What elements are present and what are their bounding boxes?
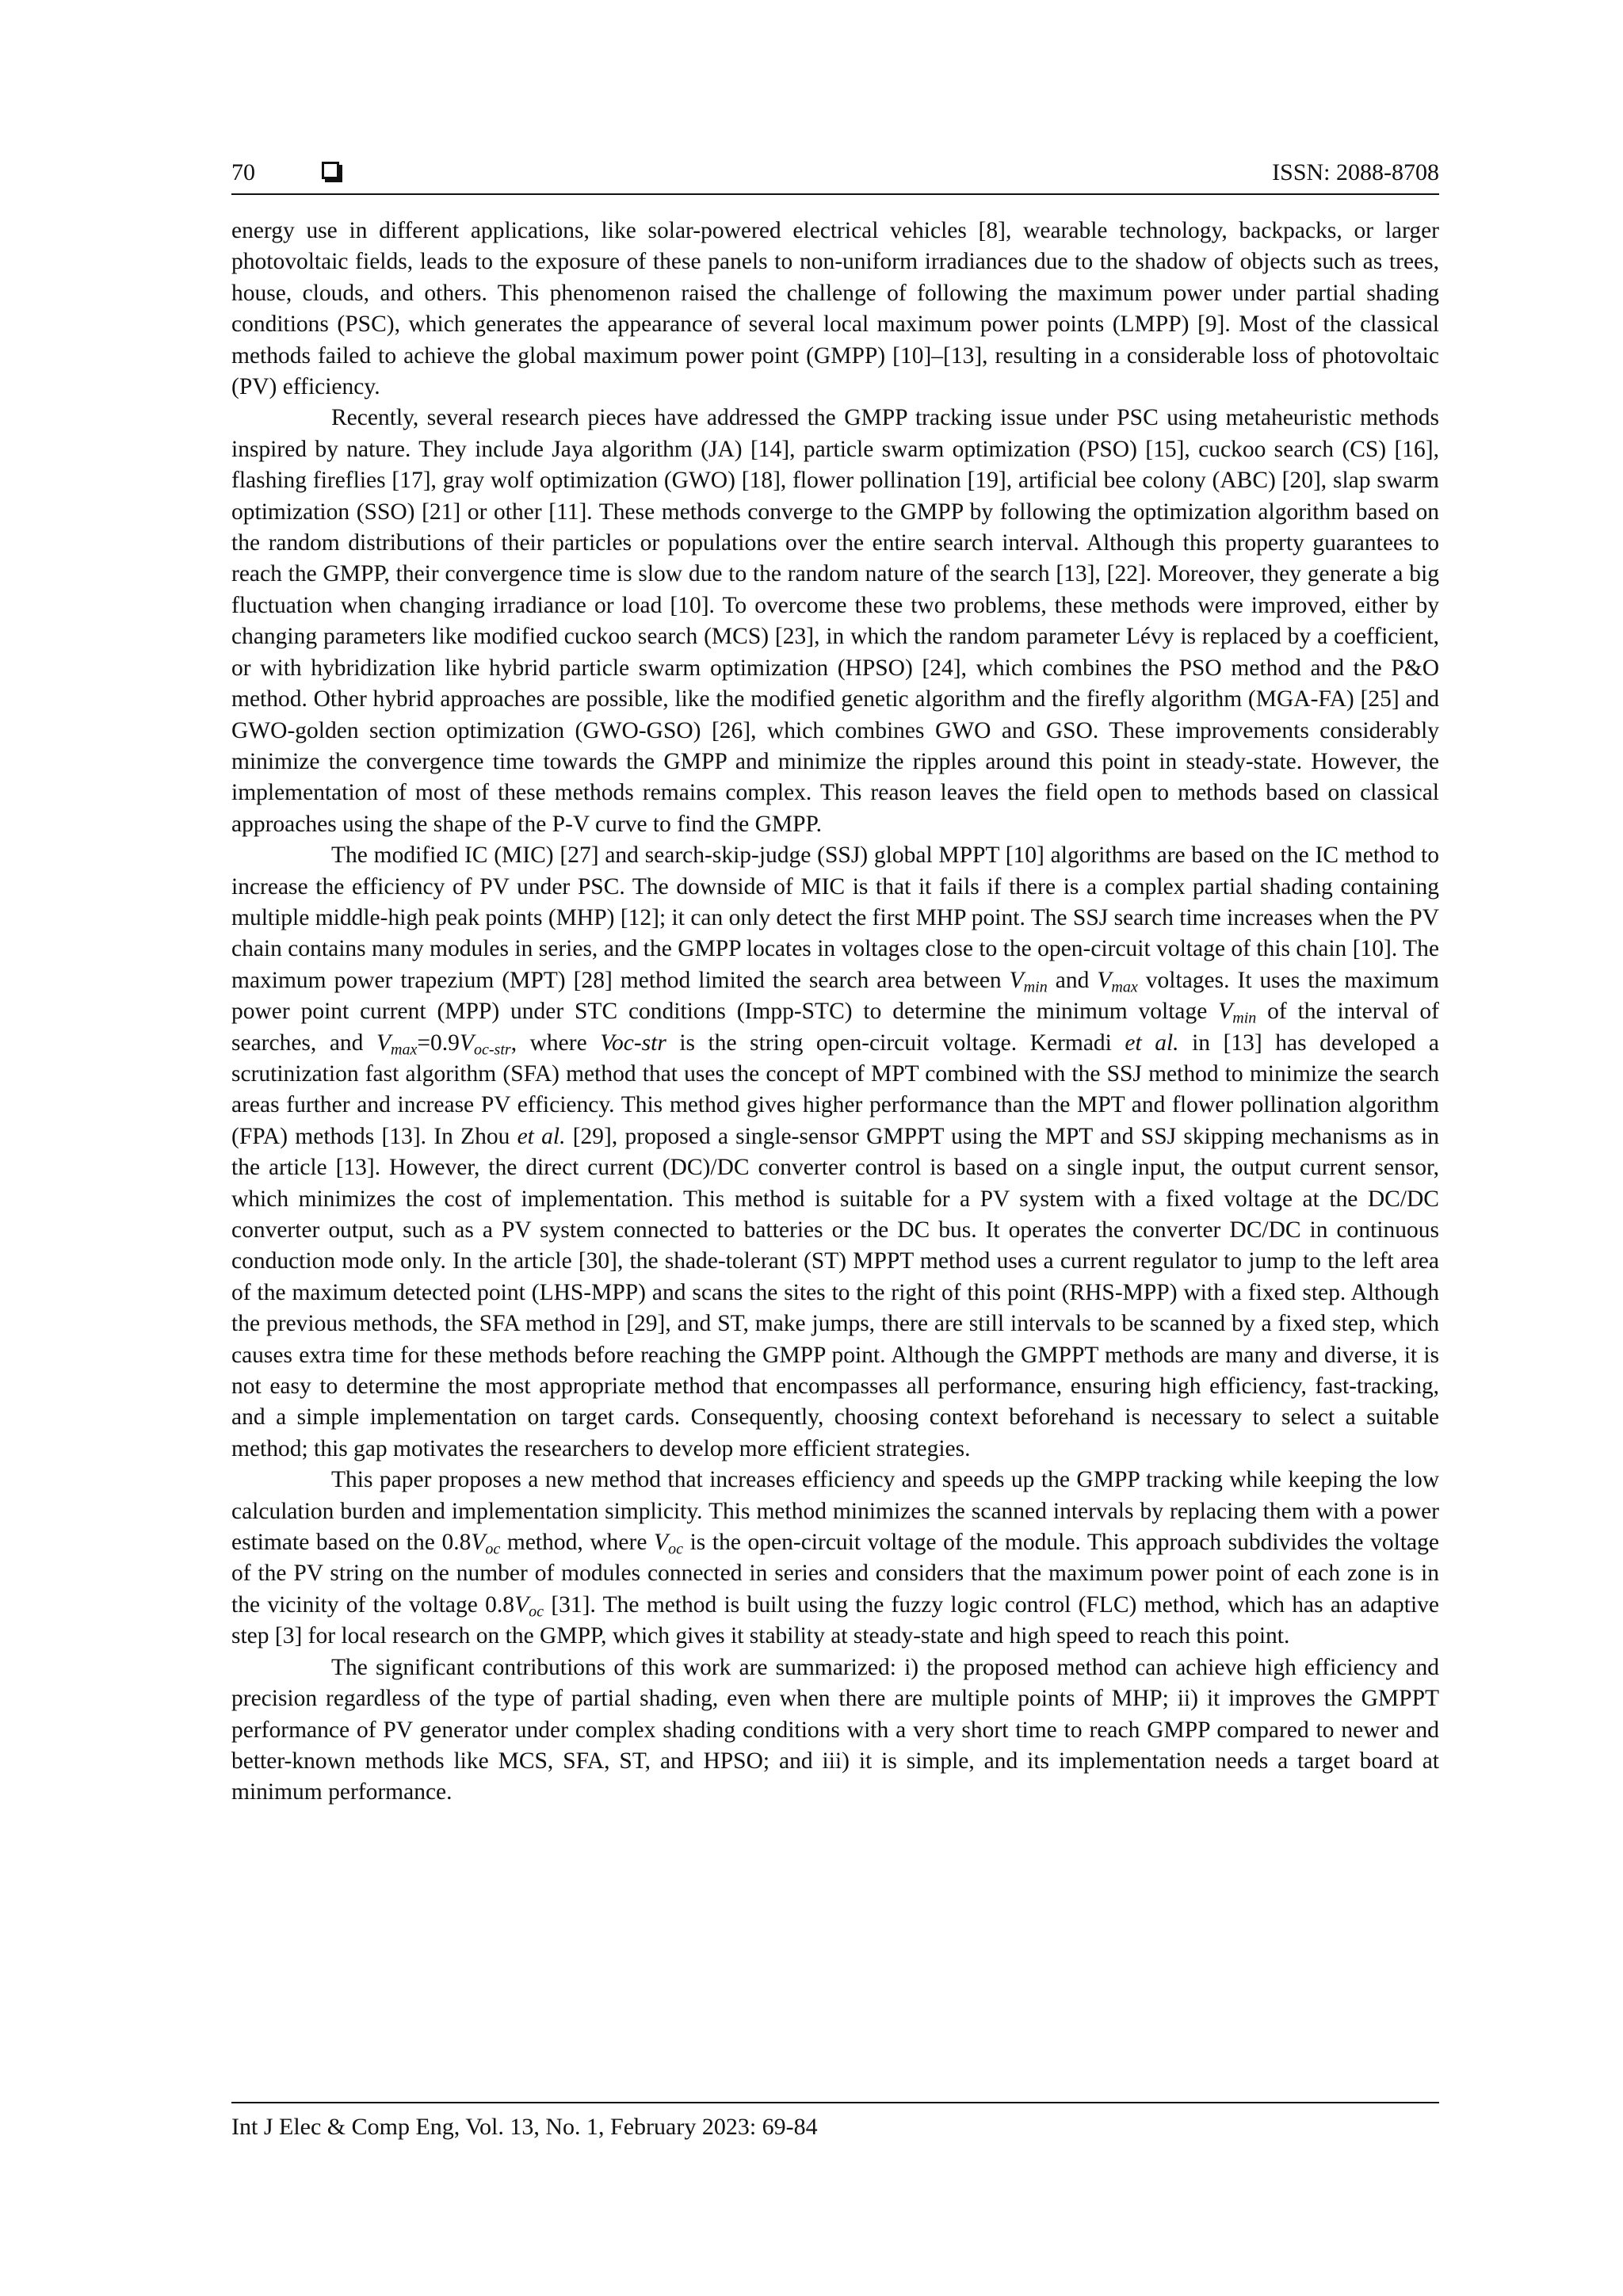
math-subscript xyxy=(391,1041,417,1058)
issn-label: ISSN: 2088-8708 xyxy=(1272,159,1439,185)
math-subscript-text: oc-str xyxy=(473,1041,511,1059)
math-subscript-text: min xyxy=(1023,978,1048,996)
page-number: 70 xyxy=(231,159,255,185)
math-subscript-text: max xyxy=(1111,978,1138,996)
math-variable: V xyxy=(471,1530,486,1556)
math-subscript xyxy=(474,1041,511,1058)
italic-term: et al. xyxy=(1125,1030,1179,1056)
math-variable: V xyxy=(514,1591,529,1618)
paragraph-1: energy use in different applications, like solar-powered electrical vehicles [8], wearable technology, backpacks, or larger photovoltaic fields, leads to the exposure of these panels to non-uniform irradiances due to the shadow of objects such as trees, house, clouds, and others. This phenomenon raised the challenge of following the maximum power under partial shading conditions (PSC), which generates the appearance of several local maximum power points (LMPP) [9]. Most of the classical methods failed to achieve the global maximum power point (GMPP) [10]–[13], resulting in a considerable loss of photovoltaic (PV) efficiency. xyxy=(231,218,1439,400)
math-subscript xyxy=(485,1541,500,1558)
italic-term: Voc-str xyxy=(600,1030,666,1056)
math-variable: V xyxy=(1218,999,1233,1025)
text-run: [29], proposed a single-sensor GMPPT using the MPT and SSJ skipping mechanisms as in the article [13]. However, the direct current (DC)/DC converter control is based on a single input, the output current sensor, which minimizes the cost of implementation. This method is suitable for a PV system with a fixed voltage at the DC/DC converter output, such as a PV system connected to batteries or the DC bus. It operates the converter DC/DC in continuous conduction mode only. In the article [30], the shade-tolerant (ST) MPPT method uses a current regulator to jump to the left area of the maximum detected point (LHS-MPP) and scans the sites to the right of this point (RHS-MPP) with a fixed step. Although the previous methods, the SFA method in [29], and ST, make jumps, there are still intervals to be scanned by a fixed step, which causes extra time for these methods before reaching the GMPP point. Although the GMPPT methods are many and diverse, it is not easy to determine the most appropriate method that encompasses all performance, ensuring high efficiency, fast-tracking, and a simple implementation on target cards. Consequently, choosing context beforehand is necessary to select a suitable method; this gap motivates the researchers to develop more efficient strategies. xyxy=(231,1123,1440,1461)
text-run: in [13] has developed a scrutinization fast algorithm (SFA) method that uses the concept of MPT combined with the SSJ method to minimize the search areas further and increase PV efficiency. This method gives higher performance than the MPT and flower pollination algorithm (FPA) methods [13]. In Zhou xyxy=(231,1030,1439,1149)
text-run: This paper proposes a new method that increases efficiency and speeds up the GMPP tracking while keeping the low calculation burden and implementation simplicity. This method minimizes the scanned intervals by replacing them with a power estimate based on the 0.8 xyxy=(231,1467,1439,1556)
paragraph-5: The significant contributions of this work are summarized: i) the proposed method can achieve high efficiency and precision regardless of the type of partial shading, even when there are multiple points of MHP; ii) it improves the GMPPT performance of PV generator under complex shading conditions with a very short time to reach GMPP compared to newer and better-known methods like MCS, SFA, ST, and HPSO; and iii) it is simple, and its implementation needs a target board at minimum performance. xyxy=(231,1654,1439,1805)
math-subscript-text: min xyxy=(1232,1009,1257,1027)
math-variable: V xyxy=(1097,967,1112,993)
math-subscript xyxy=(1232,1010,1256,1027)
text-run: method, where xyxy=(500,1530,655,1556)
footer-divider xyxy=(231,2102,1439,2103)
math-variable: V xyxy=(459,1030,474,1056)
text-run: voltages. It uses the maximum power point current (MPP) under STC conditions (Impp-STC) to determine the minimum voltage xyxy=(231,967,1440,1025)
text-run: of the interval of searches, and xyxy=(231,999,1439,1056)
math-subscript xyxy=(1024,978,1048,995)
math-variable: V xyxy=(1009,967,1024,993)
text-run: The modified IC (MIC) [27] and search-skip-judge (SSJ) global MPPT [10] algorithms are based on the IC method to increase the efficiency of PV under PSC. The downside of MIC is that it fails if there is a complex partial shading containing multiple middle-high peak points (MHP) [12]; it can only detect the first MHP point. The SSJ search time increases when the PV chain contains many modules in series, and the GMPP locates in voltages close to the open-circuit voltage of this chain [10]. The maximum power trapezium (MPT) [28] method limited the search area between xyxy=(231,842,1439,993)
math-variable: V xyxy=(376,1030,391,1056)
page-header xyxy=(231,155,1439,190)
text-run: is the open-circuit voltage of the module. This approach subdivides the voltage of the PV string on the number of modules connected in series and considers that the maximum power point of each zone is in the vicinity of the voltage 0.8 xyxy=(231,1530,1439,1618)
math-subscript xyxy=(1111,978,1137,995)
math-subscript-text: oc xyxy=(485,1540,501,1558)
math-subscript xyxy=(668,1541,683,1558)
text-run: is the string open-circuit voltage. Kermadi xyxy=(666,1030,1125,1056)
math-subscript-text: oc xyxy=(668,1540,683,1558)
text-run: and xyxy=(1047,967,1098,993)
text-run: =0.9 xyxy=(417,1030,460,1056)
paragraph-2: Recently, several research pieces have addressed the GMPP tracking issue under PSC using metaheuristic methods inspired by nature. They include Jaya algorithm (JA) [14], particle swarm optimization (PSO) [15], cuckoo search (CS) [16], flashing fireflies [17], gray wolf optimization (GWO) [18], flower pollination [19], artificial bee colony (ABC) [20], slap swarm optimization (SSO) [21] or other [11]. These methods converge to the GMPP by following the optimization algorithm based on the random distributions of their particles or populations over the entire search interval. Although this property guarantees to reach the GMPP, their convergence time is slow due to the random nature of the search [13], [22]. Moreover, they generate a big fluctuation when changing irradiance or load [10]. To overcome these two problems, these methods were improved, either by changing parameters like modified cuckoo search (MCS) [23], in which the random parameter Lévy is replaced by a coefficient, or with hybridization like hybrid particle swarm optimization (HPSO) [24], which combines the PSO method and the P&O method. Other hybrid approaches are possible, like the modified genetic algorithm and the firefly algorithm (MGA-FA) [25] and GWO-golden section optimization (GWO-GSO) [26], which combines GWO and GSO. These improvements considerably minimize the convergence time towards the GMPP and minimize the ripples around this point in steady-state. However, the implementation of most of these methods remains complex. This reason leaves the field open to methods based on classical approaches using the shape of the P-V curve to find the GMPP. xyxy=(231,405,1439,837)
math-subscript-text: oc xyxy=(529,1603,544,1621)
body-text xyxy=(231,216,1439,1809)
italic-term: et al. xyxy=(517,1123,566,1149)
math-variable: V xyxy=(654,1530,669,1556)
math-subscript-text: max xyxy=(390,1041,418,1059)
paragraph-4 xyxy=(231,1465,1439,1652)
paragraph-3 xyxy=(231,840,1439,1465)
text-run: [31]. The method is built using the fuzzy logic control (FLC) method, which has an adaptive step [3] for local research on the GMPP, which gives it stability at steady-state and high speed to reach this point. xyxy=(231,1591,1439,1649)
checkbox-square-icon xyxy=(322,162,339,179)
math-subscript xyxy=(529,1603,544,1620)
text-run: , where xyxy=(510,1030,601,1056)
header-divider xyxy=(231,193,1439,195)
footer-citation: Int J Elec & Comp Eng, Vol. 13, No. 1, February 2023: 69-84 xyxy=(231,2114,818,2140)
